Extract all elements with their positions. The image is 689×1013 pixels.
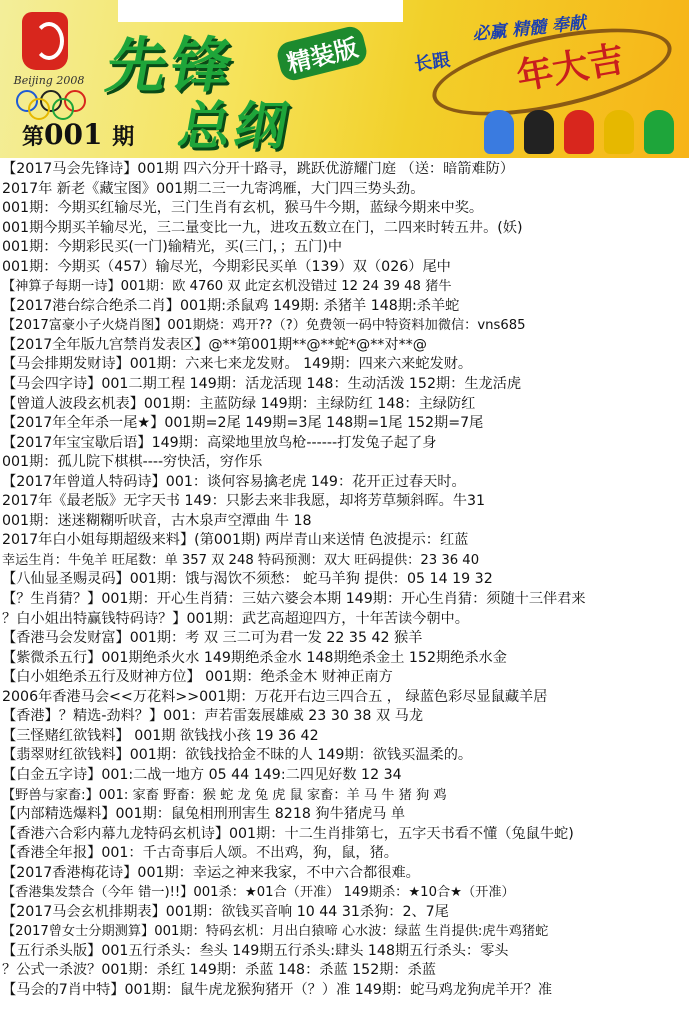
- slogan-year-text: 年大吉: [513, 37, 628, 99]
- slogan-top: 必赢 精髓 奉献: [471, 13, 587, 45]
- text-line: 【2017马会先锋诗】001期 四六分开十路寻，跳跃优游耀门庭 （送：暗箭难防）: [2, 161, 515, 177]
- text-line: 【八仙显圣赐灵码】001期：饿与渴饮不须愁： 蛇马羊狗 提供：05 14 19 32: [2, 571, 493, 588]
- slogan-year-badge: [430, 30, 670, 104]
- content-body: [0, 160, 689, 1001]
- olympic-emblem-icon: [22, 12, 68, 70]
- text-line: 【香港集发禁合（今年 错一)!!】001杀：★01合（开准） 149期杀：★10合★（开准）: [2, 885, 515, 901]
- issue-number: [22, 118, 134, 151]
- text-line: 【香港全年报】001：千古奇事后人颂。不出鸡，狗，鼠，猪。: [2, 845, 398, 862]
- text-line: 【2017年曾道人特码诗】001：谈何容易擒老虎 149：花开正过春天时。: [2, 473, 466, 490]
- text-line: 001期：孤儿院下棋棋----穷快活，穷作乐: [2, 454, 263, 471]
- header-banner: [0, 0, 689, 158]
- text-line: 001期：今期彩民买(一门)输精光，买(三门，；五门)中: [2, 239, 343, 256]
- issue-prefix: 第: [22, 124, 45, 150]
- edition-badge: 精装版: [275, 24, 370, 83]
- text-line: 【2017曾女士分期测算】001期：特码玄机：月出白猿啼 心水波：绿蓝 生肖提供:虎牛鸡猪蛇: [2, 924, 549, 940]
- text-line: 【马会排期发财诗】001期：六来七来龙发财。 149期：四来六来蛇发财。: [2, 356, 473, 373]
- text-line: 【野兽与家畜:】001: 家畜 野畜：猴 蛇 龙 兔 虎 鼠 家畜：羊 马 牛 猪 狗 鸡: [2, 787, 447, 803]
- text-line: 001期今期买羊输尽光，三二量变比一九，进攻五数立在门，二四来时转五井。(妖): [2, 219, 523, 236]
- text-line: 【马会的7肖中特】001期：鼠牛虎龙猴狗猪开（？）准 149期：蛇马鸡龙狗虎羊开？准: [2, 981, 553, 998]
- text-line: ？白小姐出特赢钱特码诗？】001期：武艺高超迎四方，十年苦读今朝中。: [2, 610, 469, 627]
- text-line: 【香港六合彩内幕九龙特码玄机诗】001期：十二生肖排第七，五字天书看不懂（兔鼠牛蛇): [2, 825, 574, 842]
- text-line: 001期：今期买红输尽光，三门生肖有玄机，猴马牛今期，蓝绿今期来中奖。: [2, 200, 484, 217]
- text-line: 001期：迷迷糊糊听吠音，古木泉声空潭曲 牛 18: [2, 512, 312, 529]
- text-line: 2017年 新老《藏宝图》001期二三一九寄鸿雁，大门四三势头劲。: [2, 180, 425, 197]
- banner-title-sub: 总纲: [173, 96, 297, 157]
- text-line: 001期：今期买（457）输尽光，今期彩民买单（139）双（026）尾中: [2, 258, 451, 275]
- text-line: 【三怪赌红欲钱料】 001期 欲钱找小孩 19 36 42: [2, 727, 319, 744]
- text-line: 【2017年宝宝歇后语】149期：高梁地里放鸟枪------打发兔子起了身: [2, 434, 437, 451]
- text-line: 【2017富豪小子火烧肖图】001期烧：鸡开??（?）免费领一码中特资料加微信：vns685: [2, 318, 526, 334]
- text-line: 2017年白小姐每期超级来料】(第001期) 两岸青山来送情 色波提示：红蓝: [2, 532, 469, 549]
- text-line: 【2017全年版九宫禁肖发表区】@**第001期**@**蛇*@**对**@: [2, 336, 427, 353]
- text-line: 幸运生肖：牛兔羊 旺尾数：单 357 双 248 特码预测：双大 旺码提供：23 36 40: [2, 552, 480, 568]
- text-line: 2017年《最老版》无字天书 149：只影去来非我愿，却将芳草频斜晖。牛31: [2, 493, 486, 510]
- text-line: 【神算子每期一诗】001期：欧 4760 双 此定玄机没错过 12 24 39 48 猪牛: [2, 279, 452, 295]
- text-line: 【内部精选爆料】001期：鼠兔相刑刑害生 8218 狗牛猪虎马 单: [2, 806, 406, 823]
- slogan-follow: 长跟: [412, 49, 452, 76]
- text-line: 【2017香港梅花诗】001期：幸运之神来我家，不中六合都很难。: [2, 864, 420, 881]
- text-line: ？公式一杀波？001期：杀红 149期：杀蓝 148：杀蓝 152期：杀蓝: [2, 962, 436, 979]
- text-line: 【紫微杀五行】001期绝杀火水 149期绝杀金水 148期绝杀金土 152期绝杀水金: [2, 649, 507, 666]
- text-line: 2006年香港马会<<万花料>>001期：万花开右边三四合五 ， 绿蓝色彩尽显鼠藏羊居: [2, 688, 548, 705]
- olympic-rings-icon: [16, 90, 86, 116]
- banner-title-main: 先锋: [100, 31, 242, 101]
- text-line: 【2017马会玄机排期表】001期：欲钱买音响 10 44 31杀狗：2、7尾: [2, 903, 449, 920]
- text-line: 【翡翠财红欲钱料】001期：欲钱找拾金不昧的人 149期：欲钱买温柔的。: [2, 747, 473, 764]
- issue-suffix: 期: [112, 124, 135, 150]
- text-line: 【2017年全年杀一尾★】001期=2尾 149期=3尾 148期=1尾 152期=7尾: [2, 415, 484, 432]
- text-line: 【香港马会发财富】001期：考 双 三二可为君一发 22 35 42 猴羊: [2, 630, 423, 647]
- text-line: 【马会四字诗】001二期工程 149期：活龙活现 148：生动活泼 152期：生龙活虎: [2, 376, 522, 393]
- text-line: 【曾道人波段玄机表】001期：主蓝防绿 149期：主绿防红 148：主绿防红: [2, 395, 476, 412]
- mascots-image: [478, 100, 688, 156]
- issue-value: 001: [44, 118, 103, 151]
- text-line: 【白小姐绝杀五行及财神方位】 001期：绝杀金木 财神正南方: [2, 669, 393, 686]
- text-line: 【香港】？精选-劲料？】001：声若雷轰展雄威 23 30 38 双 马龙: [2, 708, 424, 725]
- text-line: 【白金五字诗】001:二战一地方 05 44 149:二四见好数 12 34: [2, 766, 402, 783]
- text-line: 【五行杀头版】001五行杀头：叁头 149期五行杀头:肆头 148期五行杀头：零头: [2, 942, 509, 959]
- text-line: 【？生肖猜？】001期：开心生肖猜：三姑六婆会本期 149期：开心生肖猜：须随十三伴君来: [2, 591, 586, 608]
- text-line: 【2017港台综合绝杀二肖】001期:杀鼠鸡 149期: 杀猪羊 148期:杀羊蛇: [2, 297, 460, 314]
- logo-text: Beijing 2008: [13, 74, 85, 87]
- beijing-2008-logo: [6, 8, 92, 120]
